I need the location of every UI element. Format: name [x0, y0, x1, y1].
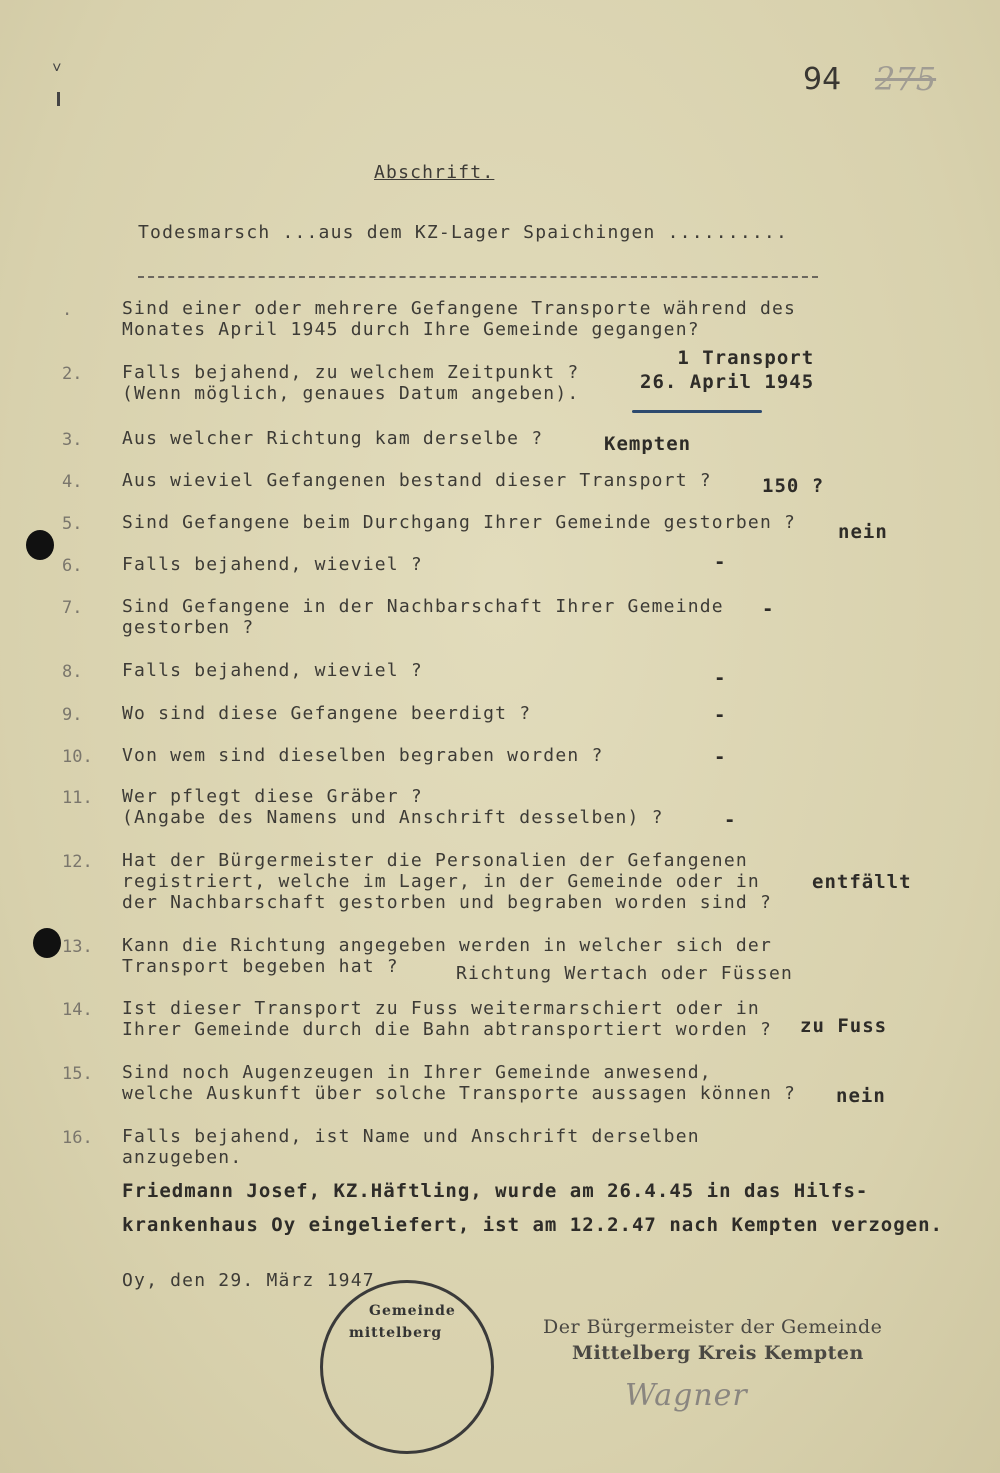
question-number: 11. — [62, 788, 93, 808]
question-number: 2. — [62, 364, 83, 384]
note-line-1: Friedmann Josef, KZ.Häftling, wurde am 26.4.45 in das Hilfs- — [122, 1180, 869, 1202]
question-answer: nein — [838, 521, 888, 543]
question-number: 7. — [62, 598, 83, 618]
question-answer: 150 ? — [762, 475, 825, 497]
question-answer: - — [762, 598, 775, 620]
punch-hole — [26, 530, 54, 560]
punch-hole — [33, 928, 61, 958]
question-number: 3. — [62, 430, 83, 450]
seal-text-middle: mittelberg — [349, 1325, 443, 1341]
subject-line: Todesmarsch ...aus dem KZ-Lager Spaichingen .......... — [138, 222, 788, 243]
question-answer: - — [714, 704, 727, 726]
question-number: 13. — [62, 937, 93, 957]
authority-line-2: Mittelberg Kreis Kempten — [572, 1342, 864, 1364]
question-answer: 1 Transport 26. April 1945 — [640, 347, 815, 393]
page-number: 94 — [803, 62, 842, 97]
question-number: 6. — [62, 556, 83, 576]
question-answer: Richtung Wertach oder Füssen — [456, 963, 794, 984]
question-answer: zu Fuss — [800, 1015, 888, 1037]
question-number: 9. — [62, 705, 83, 725]
note-line-2: krankenhaus Oy eingeliefert, ist am 12.2.47 nach Kempten verzogen. — [122, 1214, 943, 1236]
question-number: 14. — [62, 1000, 93, 1020]
date-line: Oy, den 29. März 1947 — [122, 1270, 375, 1291]
question-answer: - — [714, 667, 727, 689]
question-number: 10. — [62, 747, 93, 767]
question-text: Von wem sind dieselben begraben worden ? — [122, 745, 604, 766]
question-answer: nein — [836, 1085, 886, 1107]
signature: Wagner — [625, 1378, 748, 1413]
question-text: Falls bejahend, zu welchem Zeitpunkt ? (Wenn möglich, genaues Datum angeben). — [122, 362, 580, 404]
question-answer: - — [724, 809, 737, 831]
question-number: 5. — [62, 514, 83, 534]
question-text: Falls bejahend, wieviel ? — [122, 660, 423, 681]
question-text: Kann die Richtung angegeben werden in welcher sich der Transport begeben hat ? — [122, 935, 772, 977]
question-text: Sind Gefangene beim Durchgang Ihrer Gemeinde gestorben ? — [122, 512, 797, 533]
question-number: 16. — [62, 1128, 93, 1148]
question-text: Falls bejahend, wieviel ? — [122, 554, 423, 575]
question-answer: entfällt — [812, 871, 912, 893]
divider — [138, 276, 818, 278]
question-answer: - — [714, 551, 727, 573]
question-text: Sind Gefangene in der Nachbarschaft Ihrer Gemeinde gestorben ? — [122, 596, 724, 638]
ink-underline — [632, 410, 762, 413]
question-number: 8. — [62, 662, 83, 682]
question-text: Wo sind diese Gefangene beerdigt ? — [122, 703, 532, 724]
authority-line-1: Der Bürgermeister der Gemeinde — [543, 1316, 883, 1338]
seal-text-top: Gemeinde — [369, 1303, 456, 1319]
margin-mark — [57, 92, 60, 106]
question-text: Aus welcher Richtung kam derselbe ? — [122, 428, 544, 449]
question-text: Aus wieviel Gefangenen bestand dieser Transport ? — [122, 470, 712, 491]
page-number-old: 275 — [875, 60, 937, 98]
question-text: Sind einer oder mehrere Gefangene Transporte während des Monates April 1945 durch Ihre Gemeinde gegangen? — [122, 298, 797, 340]
question-number: . — [62, 300, 73, 320]
question-text: Ist dieser Transport zu Fuss weitermarschiert oder in Ihrer Gemeinde durch die Bahn abtransportiert worden ? — [122, 998, 772, 1040]
question-text: Sind noch Augenzeugen in Ihrer Gemeinde anwesend, welche Auskunft über solche Transporte aussagen können ? — [122, 1062, 797, 1104]
municipal-seal — [320, 1280, 494, 1454]
question-answer: Kempten — [604, 433, 692, 455]
question-text: Hat der Bürgermeister die Personalien der Gefangenen registriert, welche im Lager, in der Gemeinde oder in der Nachbarschaft gestorben und begraben worden sind ? — [122, 850, 772, 913]
question-number: 12. — [62, 852, 93, 872]
question-text: Falls bejahend, ist Name und Anschrift derselben anzugeben. — [122, 1126, 700, 1168]
page-title: Abschrift. — [374, 162, 495, 183]
question-text: Wer pflegt diese Gräber ? (Angabe des Namens und Anschrift desselben) ? — [122, 786, 664, 828]
question-number: 15. — [62, 1064, 93, 1084]
question-number: 4. — [62, 472, 83, 492]
margin-mark: ˅ — [52, 58, 62, 77]
question-answer: - — [714, 746, 727, 768]
